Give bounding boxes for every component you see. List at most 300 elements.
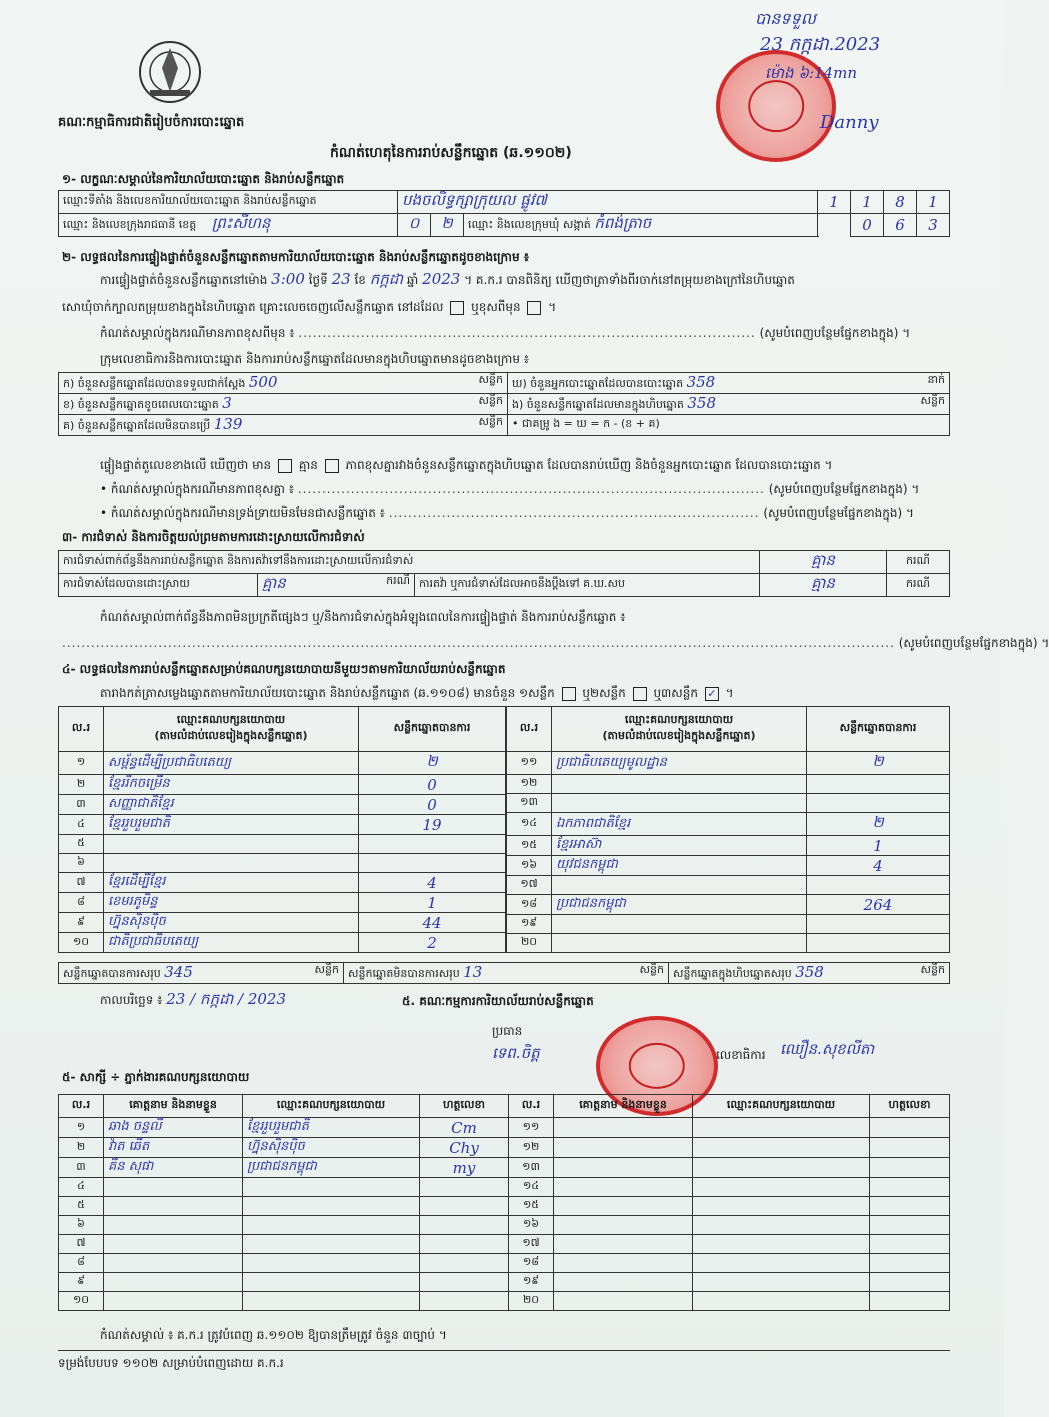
row-g-label: គ) ចំនួនសន្លឹកឆ្នោតដែលមិនបានប្រើ — [63, 419, 211, 432]
objection-row2-label: ការជំទាស់ដែលបានដោះស្រាយ — [59, 574, 258, 597]
witness-name — [104, 1178, 243, 1197]
note-label: កំណត់សម្គាល់ក្នុងករណីមានភាពខុសពីមុន ៖ — [100, 326, 295, 340]
para-text: ការផ្ទៀងផ្ទាត់ចំនួនសន្លឹកឆ្នោតនៅម៉ោង — [100, 273, 268, 287]
party-name — [552, 876, 807, 895]
witness-name — [554, 1178, 693, 1197]
witness-party — [693, 1197, 870, 1216]
witness-party — [693, 1118, 870, 1138]
witness-name — [104, 1273, 243, 1292]
witness-party — [693, 1158, 870, 1178]
objection-row3-value: គ្មាន — [760, 574, 887, 597]
date-line — [100, 992, 286, 1007]
sheet-count-line: តារាងកត់ត្រាសម្លេងឆ្នោតតាមការិយាល័យបោះឆ្នោត និងរាប់សន្លឹកឆ្នោត (ឆ.១១០៨) មានចំនួន ១សន្លឹក ឬ២សន្លឹក ឬ៣សន្លឹក ✓ ។ — [100, 686, 734, 700]
col-no: ល.រ — [509, 1095, 554, 1118]
party-name: ខ្មែររីកចម្រើន — [104, 775, 359, 795]
row-no: ១៩ — [507, 915, 552, 934]
party-name — [104, 854, 359, 873]
witness-name — [554, 1138, 693, 1158]
row-no: ១៣ — [507, 794, 552, 813]
party-name: ប្រជាធិបតេយ្យមូលដ្ឋាន — [552, 752, 807, 775]
objection-row3-label: ការតវ៉ា ឬការជំទាស់ដែលអាចនឹងប្តឹងទៅ គ.ឃ.សប — [415, 574, 760, 597]
row-no: ៥ — [59, 1197, 104, 1216]
row-no: ៦ — [59, 854, 104, 873]
date-value: 23 / កក្កដា / 2023 — [166, 990, 287, 1008]
row-kh-label: ខ) ចំនួនសន្លឹកឆ្នោតខូចពេលបោះឆ្នោត — [63, 398, 219, 411]
emblem-icon — [134, 38, 206, 106]
col-party: ឈ្មោះគណបក្សនយោបាយ — [176, 713, 286, 726]
compare-no: គ្មាន — [298, 458, 318, 472]
row-no: ២០ — [509, 1292, 554, 1311]
place-digit: 1 — [851, 191, 884, 214]
row-no: ៣ — [59, 1158, 104, 1178]
party-name — [552, 915, 807, 934]
table-row — [59, 1254, 950, 1273]
place-value: បងចលិទ្ធក្សាក្រុយល ផ្លូវ៧ — [402, 191, 547, 209]
table-row — [59, 1158, 950, 1178]
objection-row2-value: គ្មាន — [262, 574, 286, 592]
place-digit: 8 — [884, 191, 917, 214]
objection-row1-value: គ្មាន — [760, 551, 887, 574]
province-value: ព្រះសីហនុ — [211, 214, 271, 232]
objection-row1-label: ការជំទាស់ពាក់ព័ន្ធនឹងការរាប់សន្លឹកឆ្នោត និងការតវ៉ាទៅនឹងការដោះស្រាយលើការជំទាស់ — [59, 551, 760, 574]
witness-name — [104, 1292, 243, 1311]
vote-count — [359, 854, 506, 873]
unit-label: សន្លឹក — [920, 963, 945, 976]
witness-signature — [870, 1216, 950, 1235]
table-row — [507, 895, 950, 915]
vote-count: ២ — [807, 752, 950, 775]
table-row — [59, 854, 506, 873]
witness-signature — [870, 1197, 950, 1216]
witness-signature: Cm — [420, 1118, 509, 1138]
party-name: សម្ព័ន្ធដើម្បីប្រជាធិបតេយ្យ — [104, 752, 359, 775]
commune-digit: 3 — [917, 214, 950, 237]
witness-party — [693, 1138, 870, 1158]
bullet-note-1: • កំណត់សម្គាល់ក្នុងករណីមានភាពខុសគ្នា ៖ ................................................................................................. (សូមបំពេញបន្ថែមផ្នែកខាងក្នុង) ។ — [100, 482, 920, 496]
table-row — [59, 1216, 950, 1235]
witness-signature: Chy — [420, 1138, 509, 1158]
party-name: ហ្វ៊ុនស៊ិនប៉ិច — [104, 913, 359, 933]
witness-name — [104, 1197, 243, 1216]
stamp-signature: Danny — [820, 112, 879, 133]
commune-value: កំពង់ត្រាច — [594, 214, 652, 232]
party-name: ខ្មែររួបរួមជាតិ — [104, 815, 359, 835]
stamp-date: 23 កក្កដា.2023 — [760, 34, 881, 55]
witness-party — [243, 1216, 420, 1235]
witness-signature — [870, 1178, 950, 1197]
para-text: ឆ្នាំ — [406, 273, 419, 287]
witness-party: ហ្វ៊ុនស៊ិនប៉ិច — [243, 1138, 420, 1158]
row-no: ១៥ — [509, 1197, 554, 1216]
document-title: កំណត់ហេតុនៃការរាប់សន្លឹកឆ្នោត (ឆ.១១០២) — [330, 145, 572, 161]
row-no: ៩ — [59, 913, 104, 933]
witness-signature — [420, 1178, 509, 1197]
vote-count — [807, 775, 950, 794]
table-row — [59, 933, 506, 953]
province-label: ឈ្មោះ និងលេខក្រុងរាជធានី ខេត្ត — [63, 218, 197, 231]
table-row — [59, 835, 506, 854]
total-invalid-value: 13 — [463, 963, 483, 981]
witness-signature — [420, 1254, 509, 1273]
footnote: កំណត់សម្គាល់ ៖ គ.ក.រ ត្រូវបំពេញ ឆ.១១០២ ឱ្យបានត្រឹមត្រូវ ចំនួន ៣ច្បាប់ ។ — [100, 1328, 447, 1342]
intro-text: តារាងកត់ត្រាសម្លេងឆ្នោតតាមការិយាល័យបោះឆ្នោត និងរាប់សន្លឹកឆ្នោត (ឆ.១១០៨) មានចំនួន ១សន្លឹក — [100, 686, 555, 700]
vote-count: ២ — [807, 813, 950, 836]
row-no: ១៦ — [507, 856, 552, 876]
stamp-receive-text: បានទទួល — [755, 9, 816, 28]
vote-count: 4 — [807, 856, 950, 876]
commune-digit: 0 — [851, 214, 884, 237]
party-name: ខ្មែរដើម្បីខ្មែរ — [104, 873, 359, 893]
commune-label: ឈ្មោះ និងលេខក្រុមឃុំ សង្កាត់ — [468, 218, 591, 231]
row-no: ៩ — [59, 1273, 104, 1292]
unit-label: សន្លឹក — [639, 963, 664, 976]
table-row — [507, 934, 950, 953]
vote-count: 264 — [807, 895, 950, 915]
day-value: 23 — [331, 270, 351, 288]
para-text: ថ្ងៃទី — [308, 273, 328, 287]
three-sheet-checkbox[interactable]: ✓ — [705, 687, 719, 701]
para-text: ខែ — [354, 273, 366, 287]
witness-name — [104, 1254, 243, 1273]
bullet-text: • កំណត់សម្គាល់ក្នុងករណីមានទ្រង់ទ្រាយមិនមែនជាសន្លឹកឆ្នោត ៖ — [100, 506, 385, 520]
compare-text: ផ្ទៀងផ្ទាត់តួលេខខាងលើ ឃើញថា មាន — [100, 458, 272, 472]
commune-digit: 6 — [884, 214, 917, 237]
vote-results-table-left — [58, 706, 506, 953]
col-party: ឈ្មោះគណបក្សនយោបាយ — [624, 713, 734, 726]
opt-text: ឬ៣សន្លឹក — [653, 686, 698, 700]
footer-text: ទម្រង់បែបបទ ១១០២ សម្រាប់បំពេញដោយ គ.ក.រ — [58, 1356, 284, 1370]
table-row — [507, 876, 950, 895]
witness-name — [554, 1118, 693, 1138]
col-no: ល.រ — [59, 1095, 104, 1118]
case-label: ករណី — [887, 574, 950, 597]
witness-party — [243, 1197, 420, 1216]
witness-party — [243, 1178, 420, 1197]
objection-table — [58, 550, 950, 597]
witness-name — [554, 1254, 693, 1273]
year-value: 2023 — [422, 270, 461, 288]
month-value: កក្កដា — [369, 270, 404, 288]
col-votes: សន្លឹកឆ្នោតបានការ — [359, 707, 506, 752]
vote-results-table-right — [506, 706, 950, 953]
row-no: ៨ — [59, 1254, 104, 1273]
witness-party — [693, 1235, 870, 1254]
section1-table — [58, 190, 950, 237]
table-row — [59, 1235, 950, 1254]
row-no: ១៨ — [509, 1254, 554, 1273]
row-no: ៨ — [59, 893, 104, 913]
total-box-value: 358 — [795, 963, 824, 981]
witness-party — [693, 1273, 870, 1292]
section3-heading: ៣- ការជំទាស់ និងការចិត្តយល់ព្រមតាមការដោះស្រាយលើការជំទាស់ — [62, 530, 365, 544]
table-row — [59, 1197, 950, 1216]
row-no: ១១ — [509, 1118, 554, 1138]
province-digit: ០ — [398, 214, 431, 237]
party-name — [552, 775, 807, 794]
unit-label: សន្លឹក — [478, 373, 503, 386]
row-no: ៣ — [59, 795, 104, 815]
table-row — [59, 775, 506, 795]
ballot-count-table — [58, 372, 950, 436]
table-row — [507, 915, 950, 934]
witness-party — [693, 1216, 870, 1235]
bullet-note-2: • កំណត់សម្គាល់ក្នុងករណីមានទ្រង់ទ្រាយមិនមែនជាសន្លឹកឆ្នោត ៖ ............................................................................. (សូមបំពេញបន្ថែមផ្នែកខាងក្នុង) ។ — [100, 506, 914, 520]
compare-line — [100, 458, 832, 473]
witness-party — [243, 1273, 420, 1292]
place-label: ឈ្មោះទីតាំង និងលេខការិយាល័យបោះឆ្នោត និងរាប់សន្លឹកឆ្នោត — [59, 191, 398, 214]
same-checkbox[interactable] — [450, 301, 464, 315]
witness-signature — [870, 1254, 950, 1273]
table-row — [59, 873, 506, 893]
vote-count: 2 — [359, 933, 506, 953]
row-no: ២ — [59, 1138, 104, 1158]
row-no: ១ — [59, 752, 104, 775]
witness-signature — [870, 1292, 950, 1311]
note-hint: (សូមបំពេញបន្ថែមផ្នែកខាងក្នុង) ។ — [759, 326, 911, 340]
witness-party: ខ្មែររួបរួមជាតិ — [243, 1118, 420, 1138]
place-digit: 1 — [818, 191, 851, 214]
compare-rest: ភាពខុសគ្នារវាងចំនួនសន្លឹកឆ្នោតក្នុងហិបឆ្នោត ដែលបានរាប់ឃើញ និងចំនួនអ្នកបោះឆ្នោត ដែលបានបោះឆ្នោត ។ — [345, 458, 833, 472]
witness-signature — [420, 1216, 509, 1235]
witness-signature — [870, 1158, 950, 1178]
witness-name — [554, 1158, 693, 1178]
witness-signature — [870, 1235, 950, 1254]
col-name: គោត្តនាម និងនាមខ្លួន — [104, 1095, 243, 1118]
unit-label: សន្លឹក — [478, 415, 503, 428]
row-no: ១៤ — [509, 1178, 554, 1197]
col-party-sub: (តាមលំដាប់លេខរៀងក្នុងសន្លឹកឆ្នោត) — [602, 729, 756, 742]
row-ng-label: ង) ចំនួនសន្លឹកឆ្នោតដែលមានក្នុងហិបឆ្នោត — [512, 398, 684, 411]
table-row — [59, 1178, 950, 1197]
row-k-value: 500 — [248, 373, 278, 391]
party-name: យុវជនកម្ពុជា — [552, 856, 807, 876]
col-party: ឈ្មោះគណបក្សនយោបាយ — [693, 1095, 870, 1118]
unit-label: សន្លឹក — [478, 394, 503, 407]
row-no: ១៤ — [507, 813, 552, 836]
table-row — [59, 1273, 950, 1292]
witness-name: គីន សុផា — [104, 1158, 243, 1178]
unit-label: សន្លឹក — [314, 963, 339, 976]
section2-heading: ២- លទ្ធផលនៃការផ្ទៀងផ្ទាត់ចំនួនសន្លឹកឆ្នោតតាមការិយាល័យបោះឆ្នោត និងរាប់សន្លឹកឆ្នោតដូចខាងក្រោម ៖ — [62, 250, 530, 264]
verification-paragraph — [100, 272, 795, 287]
witness-table — [58, 1094, 950, 1311]
unit-label: សន្លឹក — [920, 394, 945, 407]
vote-count — [807, 876, 950, 895]
objection-note-fill: ............................................................................................................................................................................. (សូមបំពេញបន្ថែមផ្នែកខាងក្នុង) ។ — [62, 636, 1049, 650]
vote-count — [807, 934, 950, 953]
one-sheet-checkbox[interactable] — [562, 687, 576, 701]
witness-name — [554, 1292, 693, 1311]
party-name — [552, 794, 807, 813]
vote-count: ២ — [359, 752, 506, 775]
witness-party — [243, 1254, 420, 1273]
party-name: ឯកភាពជាតិខ្មែរ — [552, 813, 807, 836]
committee-label: ៥. គណៈកម្មការការិយាល័យរាប់សន្លឹកឆ្នោត — [402, 994, 594, 1008]
province-digit: ២ — [431, 214, 464, 237]
chair-label: ប្រធាន — [492, 1024, 523, 1038]
table-row — [59, 815, 506, 835]
table-row — [507, 813, 950, 836]
total-invalid-label: សន្លឹកឆ្នោតមិនបានការសរុប — [348, 967, 460, 980]
witness-name: ឆាង ចន្ទលី — [104, 1118, 243, 1138]
col-sign: ហត្ថលេខា — [420, 1095, 509, 1118]
summary-text: ក្រុមលេខាធិការនិងការបោះឆ្នោត និងការរាប់សន្លឹកឆ្នោតដែលមានក្នុងហិបឆ្នោតមានដូចខាងក្រោម ៖ — [100, 352, 530, 366]
party-name: ជាតិប្រជាធិបតេយ្យ — [104, 933, 359, 953]
row-no: ១៧ — [507, 876, 552, 895]
party-name — [104, 835, 359, 854]
row-no: ១២ — [507, 775, 552, 794]
vote-count — [359, 835, 506, 854]
witness-signature — [870, 1138, 950, 1158]
table-row — [59, 1138, 950, 1158]
col-name: គោត្តនាម និងនាមខ្លួន — [554, 1095, 693, 1118]
difference-note: កំណត់សម្គាល់ក្នុងករណីមានភាពខុសពីមុន ៖ ............................................................................................... (សូមបំពេញបន្ថែមផ្នែកខាងក្នុង) ។ — [100, 326, 911, 340]
row-no: ៤ — [59, 815, 104, 835]
row-no: ១០ — [59, 933, 104, 953]
row-no: ១០ — [59, 1292, 104, 1311]
witness-signature: my — [420, 1158, 509, 1178]
footer-divider — [58, 1350, 950, 1351]
row-no: ៧ — [59, 873, 104, 893]
party-name: ប្រជាជនកម្ពុជា — [552, 895, 807, 915]
org-name: គណៈកម្មាធិការជាតិរៀបចំការបោះឆ្នោត — [58, 115, 245, 130]
table-row — [507, 794, 950, 813]
table-row — [59, 1118, 950, 1138]
row-kh-value: 3 — [222, 394, 232, 412]
opt-text: ឬ២សន្លឹក — [582, 686, 626, 700]
fill-hint: (សូមបំពេញបន្ថែមផ្នែកខាងក្នុង) ។ — [898, 636, 1049, 650]
row-no: ១៧ — [509, 1235, 554, 1254]
col-sign: ហត្ថលេខា — [870, 1095, 950, 1118]
row-no: ១៥ — [507, 836, 552, 856]
vote-count: 1 — [359, 893, 506, 913]
witness-party — [243, 1292, 420, 1311]
secretary-label: លេខាធិការ — [716, 1048, 766, 1062]
row-no: ៥ — [59, 835, 104, 854]
row-no: ១៣ — [509, 1158, 554, 1178]
chair-signature: ទេព.ចិត្ត — [492, 1044, 540, 1062]
row-k-label: ក) ចំនួនសន្លឹកឆ្នោតដែលបានទទួលជាក់ស្តែង — [63, 377, 246, 390]
table-row — [507, 856, 950, 876]
table-row — [59, 893, 506, 913]
witness-name — [554, 1216, 693, 1235]
table-row — [507, 836, 950, 856]
fill-hint: (សូមបំពេញបន្ថែមផ្នែកខាងក្នុង) ។ — [768, 482, 920, 496]
witness-signature — [420, 1273, 509, 1292]
witness-name: វ៉ាត ឆើត — [104, 1138, 243, 1158]
section5-heading: ៥- សាក្សី ÷ ភ្នាក់ងារគណបក្សនយោបាយ — [62, 1070, 250, 1084]
section4-heading: ៤- លទ្ធផលនៃការរាប់សន្លឹកឆ្នោតសម្រាប់គណបក្សនយោបាយនីមួយៗតាមការិយាល័យរាប់សន្លឹកឆ្នោត — [62, 662, 506, 676]
date-label: កាលបរិច្ឆេទ ៖ — [100, 993, 163, 1007]
row-no: ១២ — [509, 1138, 554, 1158]
vote-count — [807, 794, 950, 813]
col-no: ល.រ — [507, 707, 552, 752]
col-party-sub: (តាមលំដាប់លេខរៀងក្នុងសន្លឹកឆ្នោត) — [154, 729, 308, 742]
col-votes: សន្លឹកឆ្នោតបានការ — [807, 707, 950, 752]
bullet-text: • កំណត់សម្គាល់ក្នុងករណីមានភាពខុសគ្នា ៖ — [100, 482, 295, 496]
has-checkbox[interactable] — [278, 459, 292, 473]
witness-party — [693, 1292, 870, 1311]
vote-count: 1 — [807, 836, 950, 856]
total-box-label: សន្លឹកឆ្នោតក្នុងហិបឆ្នោតសរុប — [673, 967, 792, 980]
para-text: សោឃុំចាក់ក្បាលតម្រុយខាងក្នុងនៃហិបឆ្នោត គ្រោះលេចចេញលើសន្លឹកឆ្នោត នៅដដែល — [62, 300, 444, 314]
place-digit: 1 — [917, 191, 950, 214]
verification-line2: សោឃុំចាក់ក្បាលតម្រុយខាងក្នុងនៃហិបឆ្នោត គ្រោះលេចចេញលើសន្លឹកឆ្នោត នៅដដែល ឬខុសពីមុន ។ — [62, 300, 557, 314]
witness-name — [104, 1235, 243, 1254]
witness-signature — [870, 1118, 950, 1138]
witness-party — [243, 1235, 420, 1254]
vote-count — [807, 915, 950, 934]
section1-heading: ១- លក្ខណៈសម្គាល់នៃការិយាល័យបោះឆ្នោត និងរាប់សន្លឹកឆ្នោត — [62, 172, 345, 186]
witness-signature — [420, 1292, 509, 1311]
objection-note: កំណត់សម្គាល់ពាក់ព័ន្ធនឹងភាពមិនប្រក្រតីផ្សេងៗ ឬ/និងការជំទាស់ក្នុងអំឡុងពេលនៃការផ្ទៀងផ្ទាត់ និងការរាប់សន្លឹកឆ្នោត ៖ — [100, 610, 626, 624]
table-row — [59, 913, 506, 933]
unit-label: នាក់ — [927, 373, 945, 386]
witness-name — [554, 1197, 693, 1216]
witness-name — [554, 1235, 693, 1254]
row-no: ១៦ — [509, 1216, 554, 1235]
table-row — [507, 775, 950, 794]
none-checkbox[interactable] — [325, 459, 339, 473]
para-text: ។ គ.ក.រ បានពិនិត្យ ឃើញថាត្រាទាំងពីរចាក់នៅតម្រុយខាងក្រៅនៃហិបឆ្នោត — [464, 273, 795, 287]
different-checkbox[interactable] — [527, 301, 541, 315]
witness-signature — [420, 1235, 509, 1254]
row-no: ១ — [59, 1118, 104, 1138]
row-ng-value: 358 — [687, 394, 717, 412]
vote-count: 44 — [359, 913, 506, 933]
table-row — [59, 795, 506, 815]
case-label: ករណី — [887, 551, 950, 574]
time-value: 3:00 — [271, 270, 305, 288]
col-party: ឈ្មោះគណបក្សនយោបាយ — [243, 1095, 420, 1118]
row-no: ១១ — [507, 752, 552, 775]
row-gh-label: ឃ) ចំនួនអ្នកបោះឆ្នោតដែលបានបោះឆ្នោត — [512, 377, 684, 390]
table-row — [59, 1292, 950, 1311]
formula: • ជាគម្រូ ង = ឃ = ក - (ខ + គ) — [508, 415, 950, 436]
secretary-signature: ឈឿន.សុខលីតា — [780, 1040, 875, 1058]
party-name — [552, 934, 807, 953]
witness-signature — [870, 1273, 950, 1292]
row-no: ៧ — [59, 1235, 104, 1254]
witness-name — [554, 1273, 693, 1292]
party-name: សញ្ញាជាតិខ្មែរ — [104, 795, 359, 815]
col-no: ល.រ — [59, 707, 104, 752]
vote-count: 4 — [359, 873, 506, 893]
vote-count: 0 — [359, 795, 506, 815]
stamp-time: ម៉ោង ៦:14mn — [765, 64, 857, 82]
party-name: ខ្មែរអាស៊ា — [552, 836, 807, 856]
fill-hint: (សូមបំពេញបន្ថែមផ្នែកខាងក្នុង) ។ — [763, 506, 914, 520]
total-valid-label: សន្លឹកឆ្នោតបានការសរុប — [63, 967, 161, 980]
row-no: ២០ — [507, 934, 552, 953]
row-no: ២ — [59, 775, 104, 795]
row-no: ៤ — [59, 1178, 104, 1197]
two-sheet-checkbox[interactable] — [633, 687, 647, 701]
table-row — [59, 752, 506, 775]
witness-party — [693, 1178, 870, 1197]
row-g-value: 139 — [213, 415, 243, 433]
party-name: ខេមរភូមិន្ទ — [104, 893, 359, 913]
witness-name — [104, 1216, 243, 1235]
total-valid-value: 345 — [164, 963, 193, 981]
witness-party: ប្រជាជនកម្ពុជា — [243, 1158, 420, 1178]
row-no: ៦ — [59, 1216, 104, 1235]
table-row — [507, 752, 950, 775]
totals-row — [58, 962, 950, 984]
vote-count: 0 — [359, 775, 506, 795]
row-no: ១៨ — [507, 895, 552, 915]
witness-party — [693, 1254, 870, 1273]
